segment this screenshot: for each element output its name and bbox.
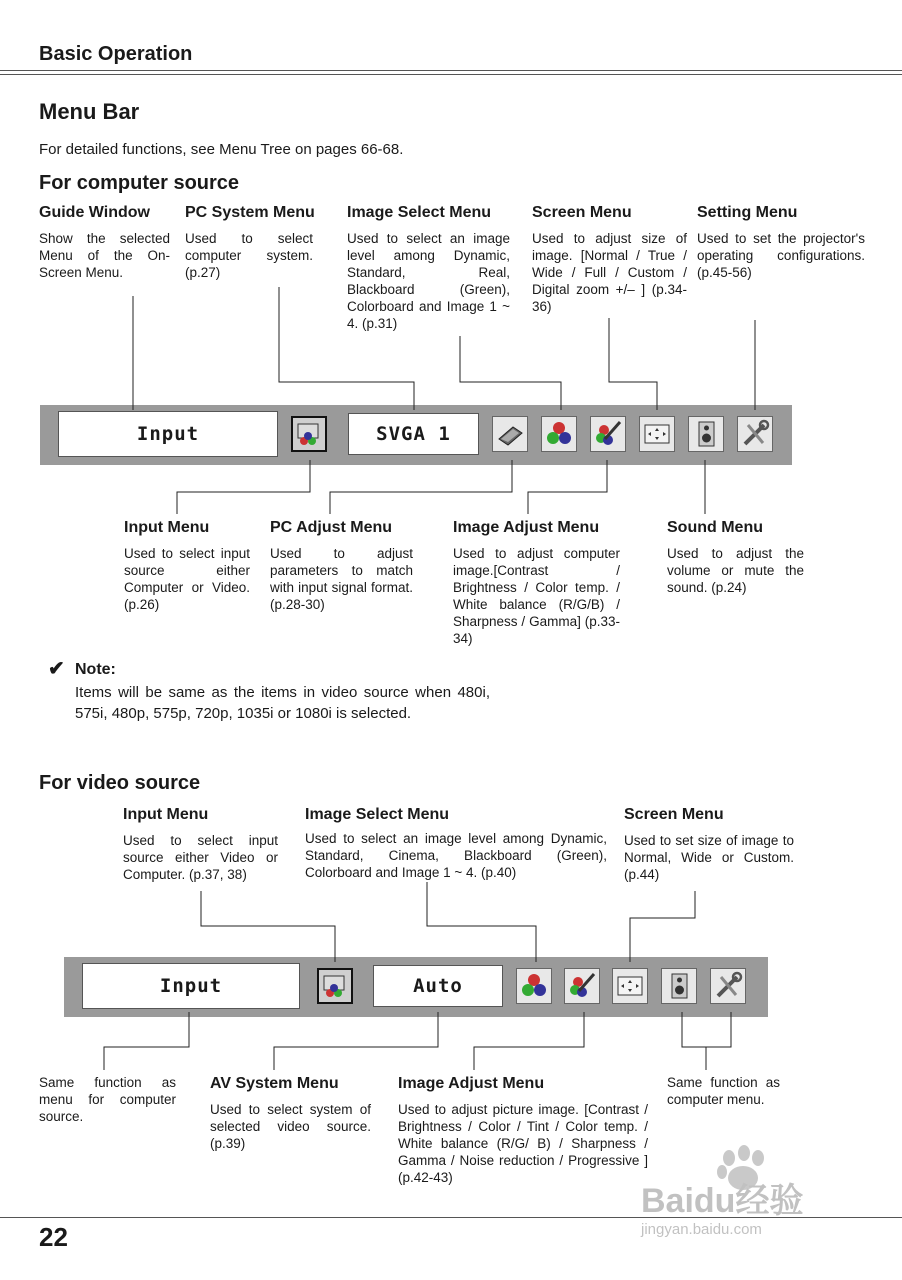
input-menu-desc: Used to select input source either Computer or Video. (p.26) bbox=[124, 546, 250, 612]
note-text: Items will be same as the items in video source when 480i, 575i, 480p, 575p, 720p, 1035i or 1080i is selected. bbox=[75, 684, 490, 722]
watermark-text: Baidu经验 bbox=[641, 1182, 804, 1220]
pc-system-box[interactable]: SVGA 1 bbox=[348, 413, 479, 455]
connector-video-image-adjust bbox=[474, 1012, 584, 1070]
screen-menu-desc: Used to adjust size of image. [Normal / True / Wide / Full / Custom / Digital zoom +/– ] (p.34-36) bbox=[532, 231, 687, 314]
connector-image-select bbox=[460, 336, 561, 410]
check-icon: ✔ bbox=[48, 658, 65, 680]
guide-window-label: Guide Window bbox=[39, 204, 150, 221]
connector-input bbox=[177, 460, 310, 514]
connector-video-image-select bbox=[427, 882, 536, 962]
pc-adjust-menu-label: PC Adjust Menu bbox=[270, 519, 393, 536]
av-system-menu-label: AV System Menu bbox=[210, 1075, 339, 1092]
connector-video-input bbox=[201, 891, 335, 962]
connector-av-system bbox=[274, 1012, 438, 1070]
watermark-url: jingyan.baidu.com bbox=[641, 1221, 762, 1238]
setting-menu-desc: Used to set the projector's operating configurations. (p.45-56) bbox=[697, 231, 865, 280]
watermark bbox=[636, 1140, 866, 1240]
connector-video-screen bbox=[630, 891, 695, 962]
pc-adjust-menu-desc: Used to adjust parameters to match with input signal format. (p.28-30) bbox=[270, 546, 413, 612]
video-screen-menu-desc: Used to set size of image to Normal, Wide or Custom. (p.44) bbox=[624, 833, 794, 882]
video-screen-menu-label: Screen Menu bbox=[624, 806, 724, 823]
image-select-menu-desc: Used to select an image level among Dynamic, Standard, Real, Blackboard (Green), Colorboard and Image 1 ~ 4. (p.31) bbox=[347, 231, 510, 331]
section-heading: Basic Operation bbox=[39, 43, 193, 65]
pc-system-menu-desc: Used to select computer system. (p.27) bbox=[185, 231, 313, 280]
av-system-box[interactable]: Auto bbox=[373, 965, 503, 1007]
input-menu-label: Input Menu bbox=[124, 519, 210, 536]
video-input-menu-desc: Used to select input source either Video or Computer. (p.37, 38) bbox=[123, 833, 278, 882]
same-as-computer-desc: Same function as computer menu. bbox=[667, 1075, 780, 1107]
connector-image-adjust bbox=[528, 460, 607, 514]
image-adjust-menu-desc: Used to adjust computer image.[Contrast / Brightness / Color temp. / White balance (R/G/B) / Sharpness / Gamma] (p.33-34) bbox=[453, 546, 620, 646]
setting-menu-label: Setting Menu bbox=[697, 204, 798, 221]
connector-video-same bbox=[104, 1012, 189, 1070]
guide-window-desc: Show the selected Menu of the On-Screen Menu. bbox=[39, 231, 170, 280]
connector-video-sound-setting bbox=[682, 1012, 731, 1047]
video-source-heading: For video source bbox=[39, 772, 201, 794]
pc-system-menu-label: PC System Menu bbox=[185, 204, 315, 221]
video-image-adjust-menu-desc: Used to adjust picture image. [Contrast / Brightness / Color / Tint / Color temp. / White balance (R/G/ B) / Sharpness / Gamma / Noise reduction / Progressive ] (p.42-43) bbox=[398, 1102, 648, 1185]
sound-menu-desc: Used to adjust the volume or mute the sound. (p.24) bbox=[667, 546, 804, 595]
note-label: Note: bbox=[75, 661, 116, 678]
video-image-adjust-menu-label: Image Adjust Menu bbox=[398, 1075, 545, 1092]
guide-window-box: Input bbox=[58, 411, 278, 457]
sound-menu-label: Sound Menu bbox=[667, 519, 763, 536]
av-system-menu-desc: Used to select system of selected video source. (p.39) bbox=[210, 1102, 371, 1151]
intro-text: For detailed functions, see Menu Tree on pages 66-68. bbox=[39, 141, 404, 158]
video-image-select-menu-desc: Used to select an image level among Dynamic, Standard, Cinema, Blackboard (Green), Colorboard and Image 1 ~ 4. (p.40) bbox=[305, 831, 607, 880]
screen-menu-label: Screen Menu bbox=[532, 204, 632, 221]
connector-screen bbox=[609, 318, 657, 410]
page-title: Menu Bar bbox=[39, 99, 140, 124]
video-image-select-menu-label: Image Select Menu bbox=[305, 806, 450, 823]
video-input-menu-label: Input Menu bbox=[123, 806, 209, 823]
connector-pc-system bbox=[279, 287, 414, 410]
same-function-desc: Same function as menu for computer source. bbox=[39, 1075, 176, 1124]
page-number: 22 bbox=[39, 1222, 68, 1252]
image-select-menu-label: Image Select Menu bbox=[347, 204, 492, 221]
connector-pc-adjust bbox=[330, 460, 512, 514]
video-guide-window-box: Input bbox=[82, 963, 300, 1009]
computer-source-heading: For computer source bbox=[39, 172, 240, 194]
image-adjust-menu-label: Image Adjust Menu bbox=[453, 519, 600, 536]
